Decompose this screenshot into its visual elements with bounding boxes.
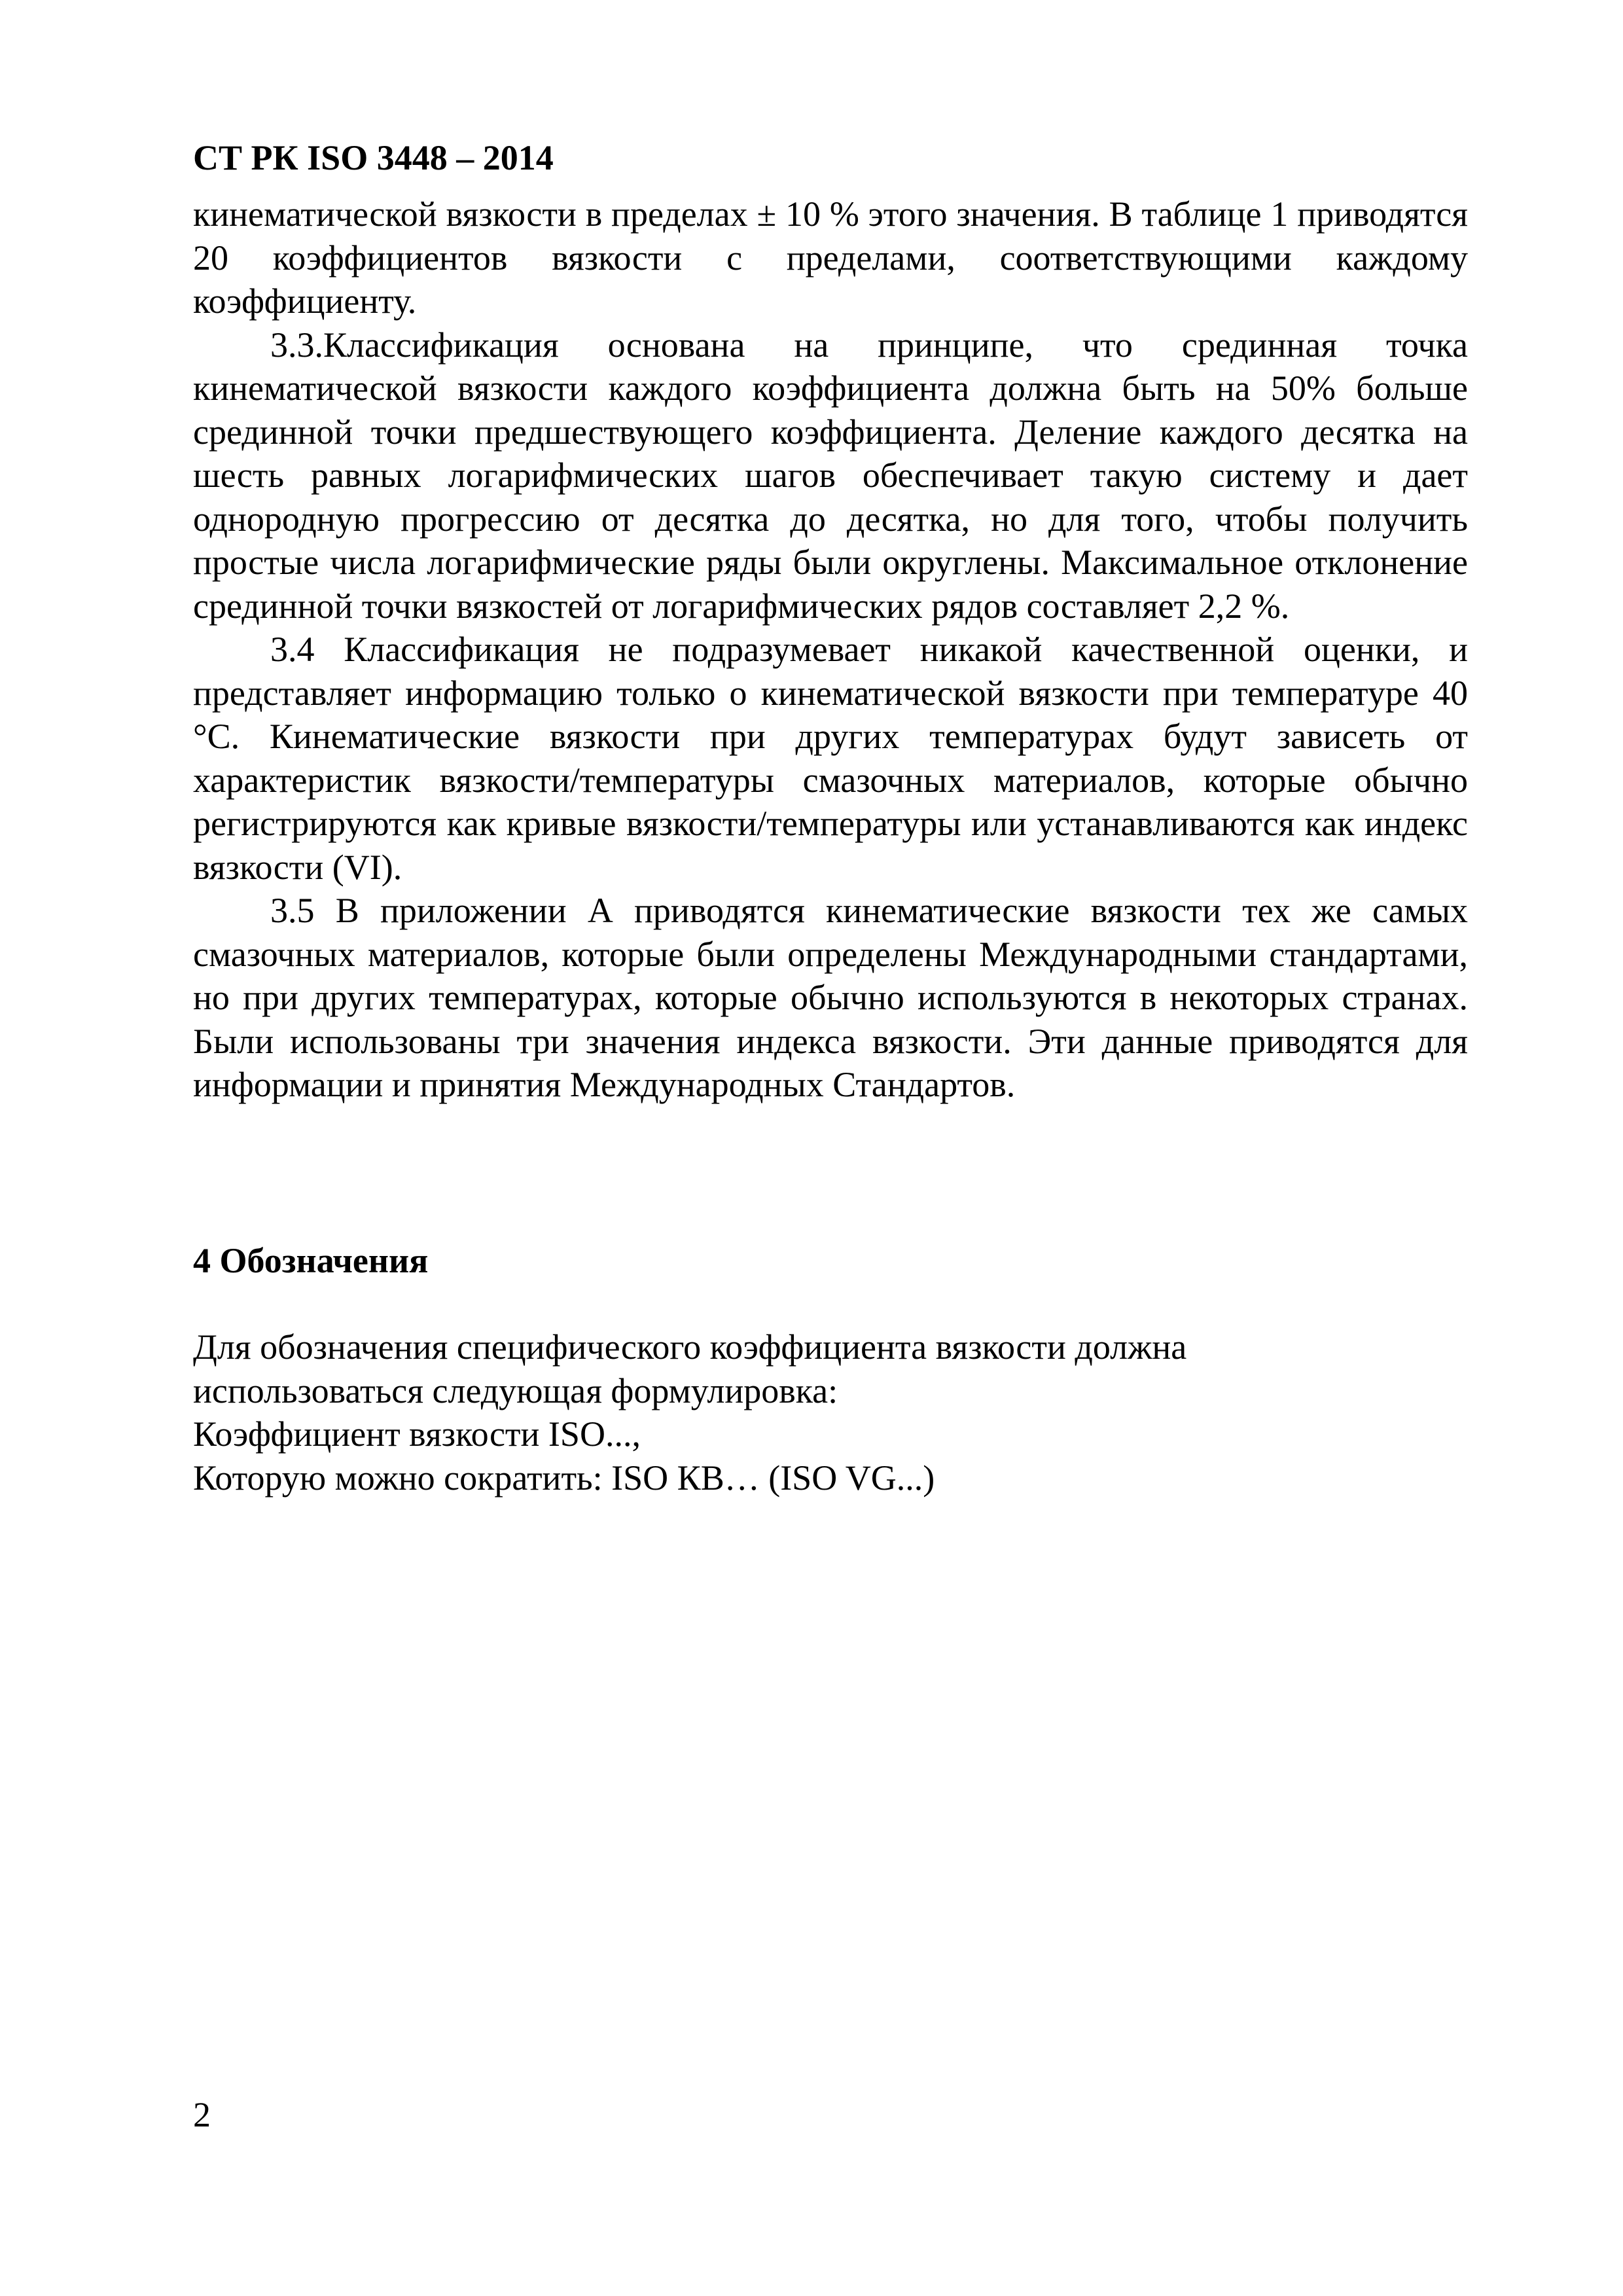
designation-line: использоваться следующая формулировка: bbox=[193, 1371, 838, 1410]
paragraph-3-3: 3.3.Классификация основана на принципе, что срединная точка кинематической вязкости каждого коэффициента должна быть на 50% больше срединной точки предшествующего коэффициента. Деление каждого десятка на шесть равных логарифмических шагов обеспечивает такую систему и дает однородную прогрессию от десятка до десятка, но для того, чтобы получить простые числа логарифмические ряды были округлены. Максимальное отклонение срединной точки вязкостей от логарифмических рядов составляет 2,2 %. bbox=[193, 325, 1468, 626]
paragraph-3-4: 3.4 Классификация не подразумевает никакой качественной оценки, и представляет информацию только о кинематической вязкости при температуре 40 °C. Кинематические вязкости при других температурах будут зависеть от характеристик вязкости/температуры смазочных материалов, которые обычно регистрируются как кривые вязкости/температуры или устанавливаются как индекс вязкости (VI). bbox=[193, 630, 1468, 887]
page-number: 2 bbox=[193, 2095, 211, 2134]
paragraph-continuation: кинематической вязкости в пределах ± 10 % этого значения. В таблице 1 приводятся 20 коэффициентов вязкости с пределами, соответствующими каждому коэффициенту. bbox=[193, 194, 1468, 321]
paragraph-3-5: 3.5 В приложении А приводятся кинематические вязкости тех же самых смазочных материалов, которые были определены Международными стандартами, но при других температурах, которые обычно используются в некоторых странах. Были использованы три значения индекса вязкости. Эти данные приводятся для информации и принятия Международных Стандартов. bbox=[193, 891, 1468, 1104]
section-heading-4: 4 Обозначения bbox=[193, 1241, 429, 1280]
document-header: СТ РК ISO 3448 – 2014 bbox=[193, 138, 554, 177]
designation-line: Которую можно сократить: ISO КВ… (ISO VG...) bbox=[193, 1458, 935, 1498]
designation-block bbox=[193, 1325, 1468, 1499]
body-text bbox=[193, 192, 1468, 1107]
designation-line: Коэффициент вязкости ISO..., bbox=[193, 1414, 641, 1454]
designation-line: Для обозначения специфического коэффициента вязкости должна bbox=[193, 1327, 1187, 1367]
